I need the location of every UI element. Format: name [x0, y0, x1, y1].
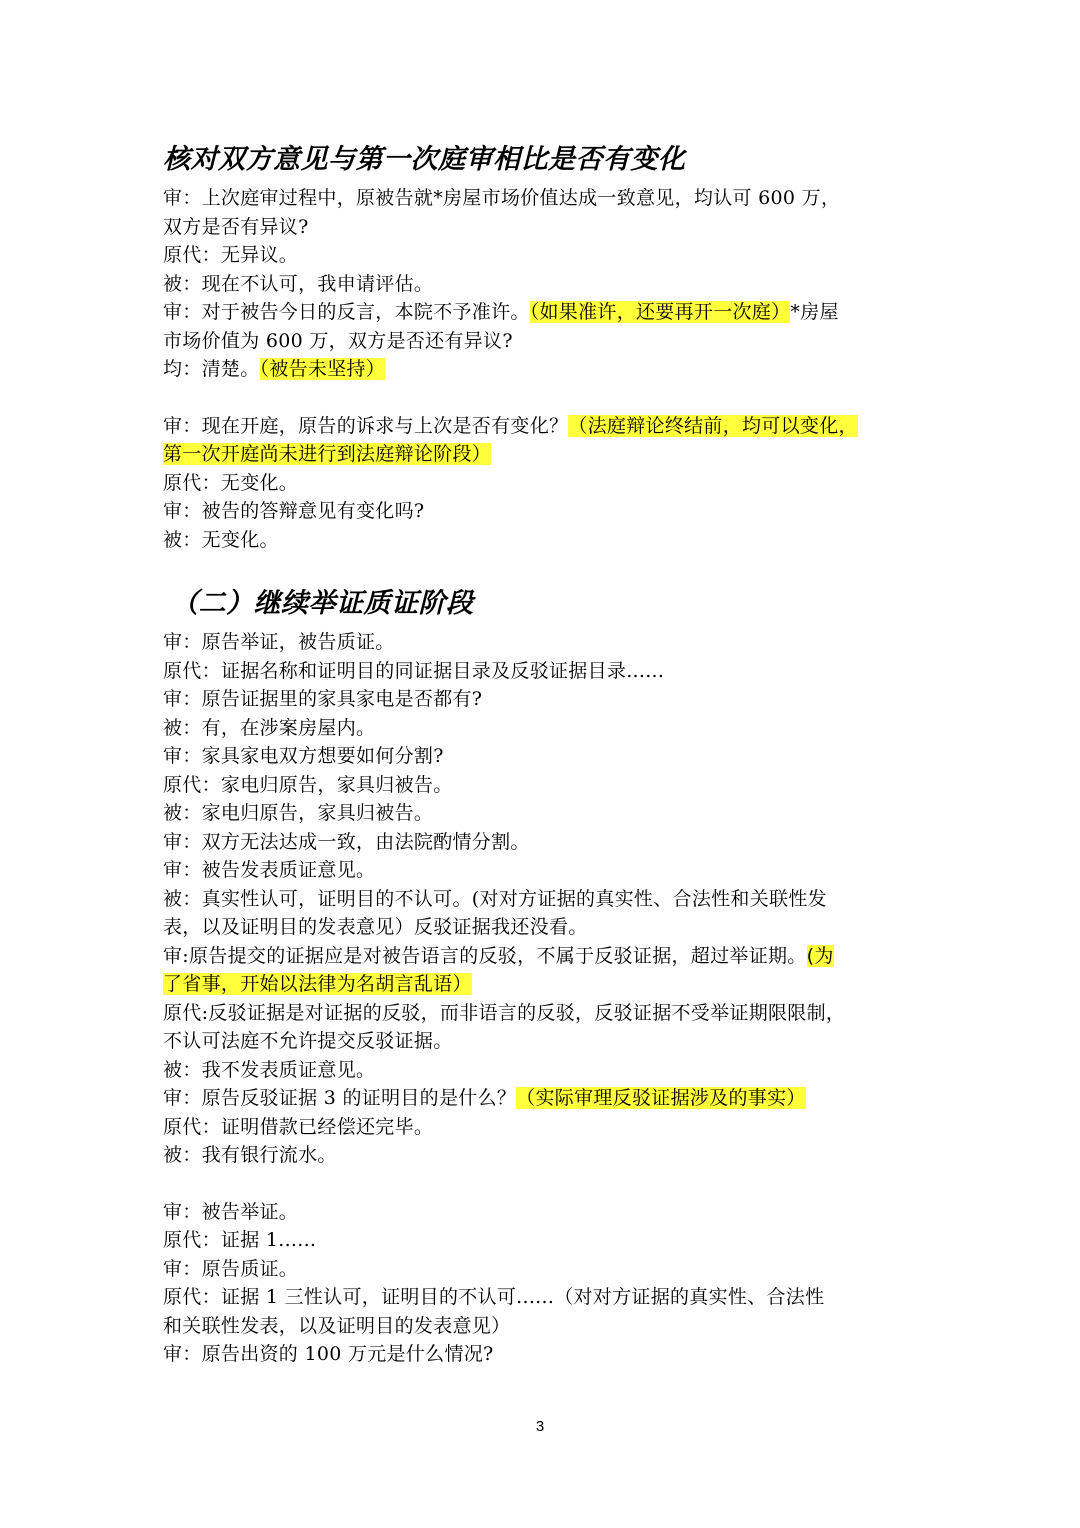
transcript-line: 原代：证明借款已经偿还完毕。	[163, 1115, 434, 1138]
transcript-line	[163, 1084, 923, 1113]
transcript-line	[163, 355, 923, 384]
transcript-line: 审：原告举证，被告质证。	[163, 631, 395, 653]
highlight-note: （被告未坚持）	[259, 358, 386, 380]
transcript-line: 原代：无异议。	[163, 244, 299, 266]
transcript-line: 市场价值为 600 万，双方是否还有异议?	[163, 329, 513, 352]
paragraph-gap	[163, 1170, 923, 1198]
highlight-note: 了省事，开始以法律为名胡言乱语）	[163, 973, 472, 995]
transcript-line: 审：家具家电双方想要如何分割?	[163, 745, 444, 767]
transcript-line: 审：原告证据里的家具家电是否都有?	[163, 688, 483, 710]
highlight-note: （法庭辩论终结前，均可以变化，	[568, 414, 858, 437]
transcript-line	[163, 412, 923, 441]
transcript-line: 原代：证据 1 三性认可，证明目的不认可......（对对方证据的真实性、合法性	[163, 1286, 825, 1308]
transcript-line: 原代：证据 1......	[163, 1229, 317, 1251]
transcript-line: 被：家电归原告，家具归被告。	[163, 802, 434, 824]
section-heading-opinion-check: 核对双方意见与第一次庭审相比是否有变化	[163, 144, 686, 175]
transcript-line: 原代:反驳证据是对证据的反驳，而非语言的反驳，反驳证据不受举证期限限制，	[163, 1001, 846, 1024]
paragraph-gap	[163, 384, 923, 412]
transcript-line	[163, 298, 923, 327]
transcript-line: 被：无变化。	[163, 528, 279, 551]
page-number: 3	[535, 1418, 545, 1435]
transcript-line: 不认可法庭不允许提交反驳证据。	[163, 1030, 453, 1052]
transcript-text: 均：清楚。	[163, 358, 260, 380]
transcript-line: 被：有，在涉案房屋内。	[163, 716, 376, 739]
transcript-line: 被：真实性认可，证明目的不认可。(对对方证据的真实性、合法性和关联性发	[163, 887, 827, 910]
transcript-line: 审：被告发表质证意见。	[163, 859, 376, 881]
transcript-line	[163, 942, 923, 971]
transcript-line: 审：双方无法达成一致，由法院酌情分割。	[163, 830, 530, 853]
transcript-text: 审：原告反驳证据 3 的证明目的是什么？	[163, 1087, 517, 1109]
transcript-line: 原代：无变化。	[163, 471, 299, 494]
highlight-note: 第一次开庭尚未进行到法庭辩论阶段）	[163, 443, 492, 465]
transcript-line: 被：现在不认可，我申请评估。	[163, 272, 434, 295]
transcript-line: 原代：证据名称和证明目的同证据目录及反驳证据目录......	[163, 659, 665, 682]
transcript-line: 被：我不发表质证意见。	[163, 1058, 376, 1081]
transcript-text: *房屋	[790, 301, 839, 323]
transcript-line: 审：上次庭审过程中，原被告就*房屋市场价值达成一致意见，均认可 600 万，	[163, 187, 841, 209]
highlight-note: （如果准许，还要再开一次庭）	[529, 301, 791, 323]
transcript-line: 被：我有银行流水。	[163, 1144, 337, 1166]
highlight-note: （实际审理反驳证据涉及的事实）	[516, 1087, 806, 1109]
transcript-text: 审：现在开庭，原告的诉求与上次是否有变化？	[163, 414, 569, 437]
transcript-line: 双方是否有异议?	[163, 215, 309, 238]
transcript-line: 审：被告举证。	[163, 1200, 299, 1223]
transcript-line: 表，以及证明目的发表意见）反驳证据我还没看。	[163, 916, 588, 938]
transcript-text: 审:原告提交的证据应是对被告语言的反驳，不属于反驳证据，超过举证期。	[163, 944, 807, 967]
transcript-line	[163, 440, 923, 469]
transcript-line: 和关联性发表，以及证明目的发表意见）	[163, 1314, 511, 1337]
transcript-line: 原代：家电归原告，家具归被告。	[163, 773, 453, 796]
transcript-line	[163, 970, 923, 999]
transcript-line: 审：被告的答辩意见有变化吗?	[163, 500, 425, 522]
transcript-line: 审：原告质证。	[163, 1257, 299, 1280]
transcript-text: 审：对于被告今日的反言，本院不予准许。	[163, 301, 530, 323]
document-page	[163, 140, 923, 1369]
highlight-note: (为	[806, 944, 834, 967]
section-heading-evidence-stage: （二）继续举证质证阶段	[171, 588, 474, 619]
transcript-line: 审：原告出资的 100 万元是什么情况?	[163, 1343, 494, 1365]
